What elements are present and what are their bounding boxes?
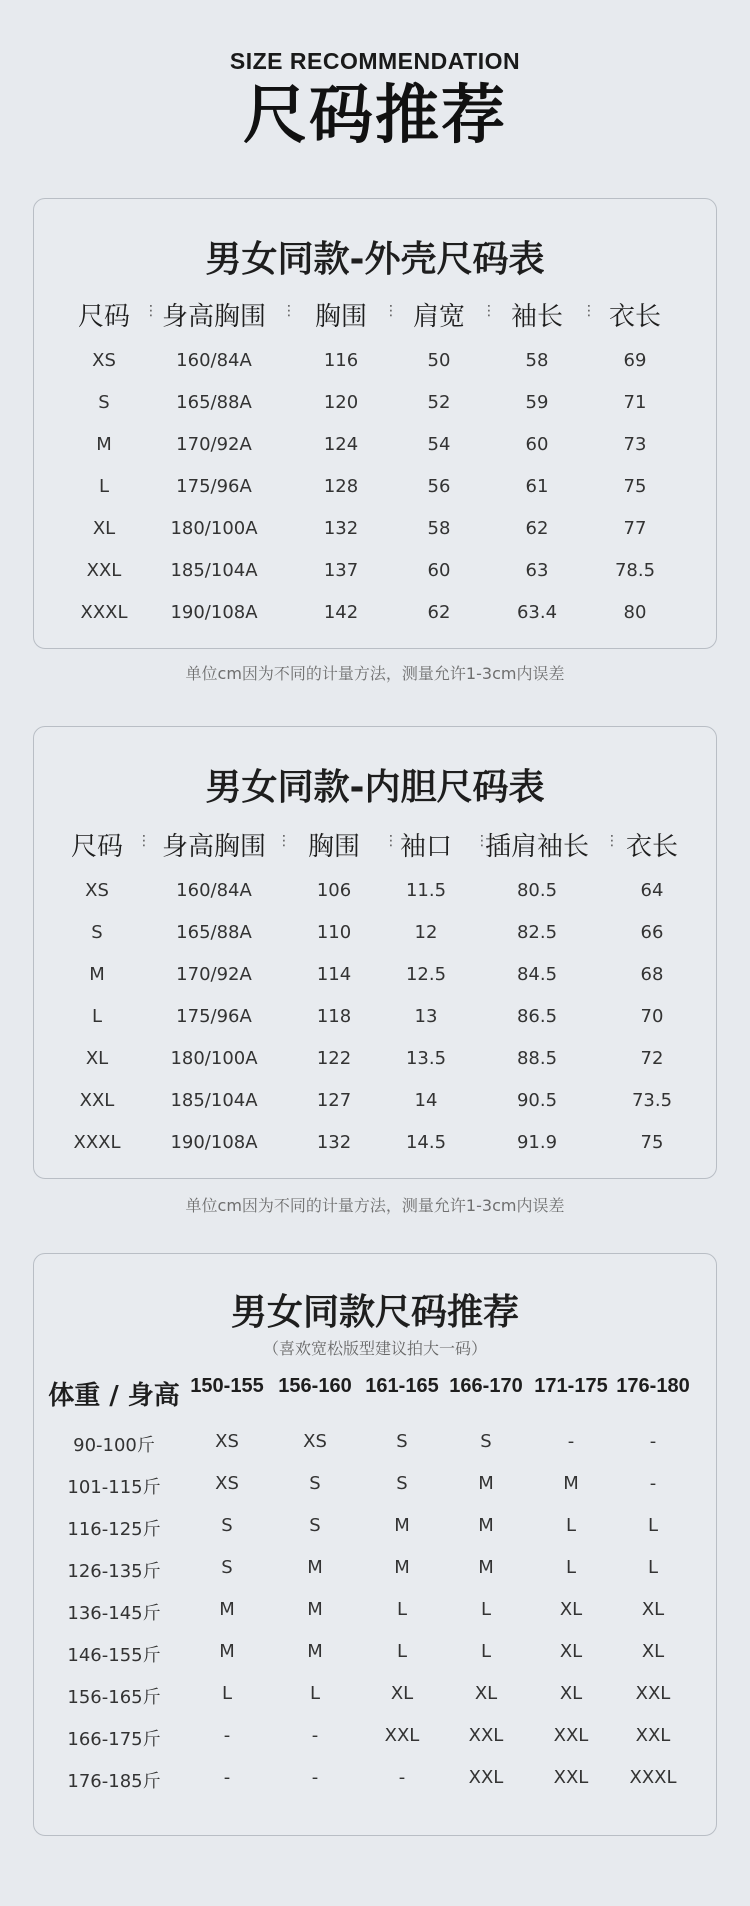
size-cell: XL bbox=[559, 1599, 583, 1620]
table-cell: 80.5 bbox=[516, 880, 558, 901]
table-cell: 175/96A bbox=[176, 1006, 252, 1027]
size-cell: XL bbox=[390, 1683, 414, 1704]
inner-size-note: 单位cm因为不同的计量方法，测量允许1-3cm内误差 bbox=[185, 1196, 565, 1215]
table-cell: 116 bbox=[323, 350, 359, 371]
inner-header-cell: 衣长 bbox=[625, 832, 679, 862]
table-cell: 127 bbox=[316, 1090, 352, 1111]
inner-size-title: 男女同款-内胆尺码表 bbox=[205, 767, 545, 808]
table-cell: 14 bbox=[414, 1090, 438, 1111]
table-cell: 91.9 bbox=[516, 1132, 558, 1153]
table-cell: 75 bbox=[640, 1132, 664, 1153]
column-separator: ⋮ bbox=[282, 303, 296, 319]
outer-header-cell: 衣长 bbox=[608, 302, 662, 332]
table-cell: 132 bbox=[316, 1132, 352, 1153]
size-cell: XL bbox=[559, 1683, 583, 1704]
size-cell: - bbox=[398, 1767, 406, 1788]
weight-range-cell: 176-185斤 bbox=[67, 1771, 161, 1792]
table-cell: 70 bbox=[640, 1006, 664, 1027]
table-cell: 59 bbox=[525, 392, 549, 413]
weight-height-corner-label: 体重 / 身高 bbox=[48, 1381, 180, 1411]
table-cell: 69 bbox=[623, 350, 647, 371]
size-cell: XXL bbox=[384, 1725, 420, 1746]
size-cell: L bbox=[647, 1557, 659, 1578]
column-separator: ⋮ bbox=[277, 833, 291, 849]
size-cell: - bbox=[567, 1431, 575, 1452]
size-cell: XXL bbox=[635, 1683, 671, 1704]
table-cell: 54 bbox=[427, 434, 451, 455]
weight-range-cell: 90-100斤 bbox=[73, 1435, 155, 1456]
size-cell: S bbox=[221, 1515, 233, 1536]
weight-range-cell: 136-145斤 bbox=[67, 1603, 161, 1624]
size-cell: L bbox=[221, 1683, 233, 1704]
size-cell: - bbox=[223, 1725, 231, 1746]
outer-header-cell: 肩宽 bbox=[412, 302, 466, 332]
weight-range-cell: 101-115斤 bbox=[67, 1477, 161, 1498]
size-cell: S bbox=[309, 1473, 321, 1494]
size-cell: - bbox=[649, 1473, 657, 1494]
header-english-title: SIZE RECOMMENDATION bbox=[229, 48, 521, 74]
size-cell: M bbox=[307, 1641, 323, 1662]
height-range-header: 166-170 bbox=[449, 1375, 523, 1397]
table-cell: XL bbox=[85, 1048, 109, 1069]
table-cell: 124 bbox=[323, 434, 359, 455]
size-cell: M bbox=[307, 1557, 323, 1578]
page-header bbox=[0, 48, 750, 157]
weight-range-cell: 126-135斤 bbox=[67, 1561, 161, 1582]
table-cell: 122 bbox=[316, 1048, 352, 1069]
table-cell: 106 bbox=[316, 880, 352, 901]
table-cell: 58 bbox=[427, 518, 451, 539]
table-cell: L bbox=[98, 476, 110, 497]
table-cell: 190/108A bbox=[170, 1132, 258, 1153]
outer-header-cell: 身高胸围 bbox=[161, 302, 267, 332]
weight-range-cell: 156-165斤 bbox=[67, 1687, 161, 1708]
height-range-header: 176-180 bbox=[616, 1375, 690, 1397]
table-cell: 120 bbox=[323, 392, 359, 413]
size-cell: XS bbox=[215, 1473, 239, 1494]
table-cell: XS bbox=[85, 880, 109, 901]
size-cell: M bbox=[478, 1557, 494, 1578]
table-cell: 64 bbox=[640, 880, 664, 901]
size-cell: M bbox=[307, 1599, 323, 1620]
table-cell: 165/88A bbox=[176, 922, 252, 943]
table-cell: 180/100A bbox=[170, 1048, 258, 1069]
height-range-header: 171-175 bbox=[534, 1375, 608, 1397]
recommend-subtitle: （喜欢宽松版型建议拍大一码） bbox=[262, 1339, 487, 1358]
table-cell: 185/104A bbox=[170, 560, 258, 581]
size-cell: L bbox=[309, 1683, 321, 1704]
table-cell: 61 bbox=[525, 476, 549, 497]
table-cell: 50 bbox=[427, 350, 451, 371]
column-separator: ⋮ bbox=[482, 303, 496, 319]
size-cell: L bbox=[480, 1641, 492, 1662]
height-range-header: 150-155 bbox=[190, 1375, 264, 1397]
table-cell: 132 bbox=[323, 518, 359, 539]
weight-range-cell: 166-175斤 bbox=[67, 1729, 161, 1750]
table-cell: 175/96A bbox=[176, 476, 252, 497]
column-separator: ⋮ bbox=[384, 833, 398, 849]
recommend-title: 男女同款尺码推荐 bbox=[230, 1292, 519, 1333]
table-cell: 180/100A bbox=[170, 518, 258, 539]
recommend-card bbox=[33, 1253, 717, 1836]
inner-header-cell: 尺码 bbox=[70, 832, 124, 862]
size-cell: - bbox=[311, 1767, 319, 1788]
table-cell: 72 bbox=[640, 1048, 664, 1069]
outer-size-note: 单位cm因为不同的计量方法，测量允许1-3cm内误差 bbox=[185, 664, 565, 683]
size-cell: L bbox=[565, 1515, 577, 1536]
size-cell: M bbox=[394, 1557, 410, 1578]
size-cell: XXL bbox=[468, 1767, 504, 1788]
table-cell: 114 bbox=[316, 964, 352, 985]
table-cell: 110 bbox=[316, 922, 352, 943]
table-cell: XXL bbox=[86, 560, 122, 581]
size-cell: M bbox=[394, 1515, 410, 1536]
table-cell: 14.5 bbox=[405, 1132, 447, 1153]
size-cell: - bbox=[311, 1725, 319, 1746]
size-cell: XS bbox=[215, 1431, 239, 1452]
table-cell: 62 bbox=[427, 602, 451, 623]
table-cell: 12 bbox=[414, 922, 438, 943]
table-cell: 90.5 bbox=[516, 1090, 558, 1111]
table-cell: 71 bbox=[623, 392, 647, 413]
table-cell: 142 bbox=[323, 602, 359, 623]
column-separator: ⋮ bbox=[475, 833, 489, 849]
table-cell: S bbox=[98, 392, 110, 413]
height-range-header: 161-165 bbox=[365, 1375, 439, 1397]
table-cell: 137 bbox=[323, 560, 359, 581]
table-cell: XXXL bbox=[73, 1132, 121, 1153]
size-cell: L bbox=[396, 1599, 408, 1620]
table-cell: 190/108A bbox=[170, 602, 258, 623]
table-cell: 60 bbox=[525, 434, 549, 455]
table-cell: 63.4 bbox=[516, 602, 558, 623]
table-cell: 73 bbox=[623, 434, 647, 455]
inner-header-cell: 胸围 bbox=[307, 832, 361, 862]
table-cell: 80 bbox=[623, 602, 647, 623]
table-cell: 56 bbox=[427, 476, 451, 497]
table-cell: 118 bbox=[316, 1006, 352, 1027]
table-cell: 60 bbox=[427, 560, 451, 581]
inner-header-cell: 袖口 bbox=[399, 832, 453, 862]
size-cell: - bbox=[223, 1767, 231, 1788]
size-cell: XL bbox=[559, 1641, 583, 1662]
size-cell: XXL bbox=[553, 1725, 589, 1746]
outer-header-cell: 尺码 bbox=[77, 302, 131, 332]
table-cell: 165/88A bbox=[176, 392, 252, 413]
size-cell: XS bbox=[303, 1431, 327, 1452]
size-cell: XXL bbox=[468, 1725, 504, 1746]
size-cell: XL bbox=[474, 1683, 498, 1704]
size-cell: L bbox=[647, 1515, 659, 1536]
column-separator: ⋮ bbox=[384, 303, 398, 319]
size-cell: L bbox=[480, 1599, 492, 1620]
table-cell: XXXL bbox=[80, 602, 128, 623]
size-cell: M bbox=[219, 1641, 235, 1662]
outer-header-cell: 袖长 bbox=[510, 302, 564, 332]
table-cell: 84.5 bbox=[516, 964, 558, 985]
table-cell: 13.5 bbox=[405, 1048, 447, 1069]
size-cell: L bbox=[565, 1557, 577, 1578]
table-cell: S bbox=[91, 922, 103, 943]
outer-size-card bbox=[33, 198, 717, 649]
table-cell: XL bbox=[92, 518, 116, 539]
table-cell: XXL bbox=[79, 1090, 115, 1111]
weight-range-cell: 146-155斤 bbox=[67, 1645, 161, 1666]
table-cell: 58 bbox=[525, 350, 549, 371]
table-cell: M bbox=[89, 964, 105, 985]
table-cell: M bbox=[96, 434, 112, 455]
table-cell: 160/84A bbox=[176, 880, 252, 901]
size-cell: S bbox=[309, 1515, 321, 1536]
column-separator: ⋮ bbox=[605, 833, 619, 849]
table-cell: 86.5 bbox=[516, 1006, 558, 1027]
table-cell: 73.5 bbox=[631, 1090, 673, 1111]
table-cell: 66 bbox=[640, 922, 664, 943]
table-cell: 62 bbox=[525, 518, 549, 539]
size-cell: L bbox=[396, 1641, 408, 1662]
column-separator: ⋮ bbox=[137, 833, 151, 849]
table-cell: 11.5 bbox=[405, 880, 447, 901]
size-cell: S bbox=[396, 1473, 408, 1494]
height-range-header: 156-160 bbox=[278, 1375, 352, 1397]
table-cell: 75 bbox=[623, 476, 647, 497]
inner-header-cell: 插肩袖长 bbox=[484, 832, 590, 862]
table-cell: 170/92A bbox=[176, 434, 252, 455]
weight-range-cell: 116-125斤 bbox=[67, 1519, 161, 1540]
inner-header-cell: 身高胸围 bbox=[161, 832, 267, 862]
table-cell: 63 bbox=[525, 560, 549, 581]
size-cell: XL bbox=[641, 1641, 665, 1662]
table-cell: 88.5 bbox=[516, 1048, 558, 1069]
table-cell: L bbox=[91, 1006, 103, 1027]
column-separator: ⋮ bbox=[582, 303, 596, 319]
outer-header-cell: 胸围 bbox=[314, 302, 368, 332]
header-chinese-title: 尺码推荐 bbox=[243, 79, 507, 153]
outer-size-title: 男女同款-外壳尺码表 bbox=[205, 239, 545, 280]
column-separator: ⋮ bbox=[144, 303, 158, 319]
table-cell: 12.5 bbox=[405, 964, 447, 985]
size-cell: S bbox=[480, 1431, 492, 1452]
table-cell: 82.5 bbox=[516, 922, 558, 943]
size-cell: - bbox=[649, 1431, 657, 1452]
table-cell: 13 bbox=[414, 1006, 438, 1027]
size-cell: XXL bbox=[553, 1767, 589, 1788]
table-cell: 170/92A bbox=[176, 964, 252, 985]
size-cell: M bbox=[563, 1473, 579, 1494]
size-cell: XL bbox=[641, 1599, 665, 1620]
table-cell: 128 bbox=[323, 476, 359, 497]
table-cell: 185/104A bbox=[170, 1090, 258, 1111]
size-cell: S bbox=[221, 1557, 233, 1578]
size-cell: M bbox=[219, 1599, 235, 1620]
table-cell: 78.5 bbox=[614, 560, 656, 581]
table-cell: 68 bbox=[640, 964, 664, 985]
table-cell: 160/84A bbox=[176, 350, 252, 371]
size-cell: S bbox=[396, 1431, 408, 1452]
inner-size-card bbox=[33, 726, 717, 1179]
size-cell: XXL bbox=[635, 1725, 671, 1746]
size-cell: XXXL bbox=[629, 1767, 677, 1788]
table-cell: 52 bbox=[427, 392, 451, 413]
size-cell: M bbox=[478, 1515, 494, 1536]
table-cell: 77 bbox=[623, 518, 647, 539]
size-cell: M bbox=[478, 1473, 494, 1494]
table-cell: XS bbox=[92, 350, 116, 371]
